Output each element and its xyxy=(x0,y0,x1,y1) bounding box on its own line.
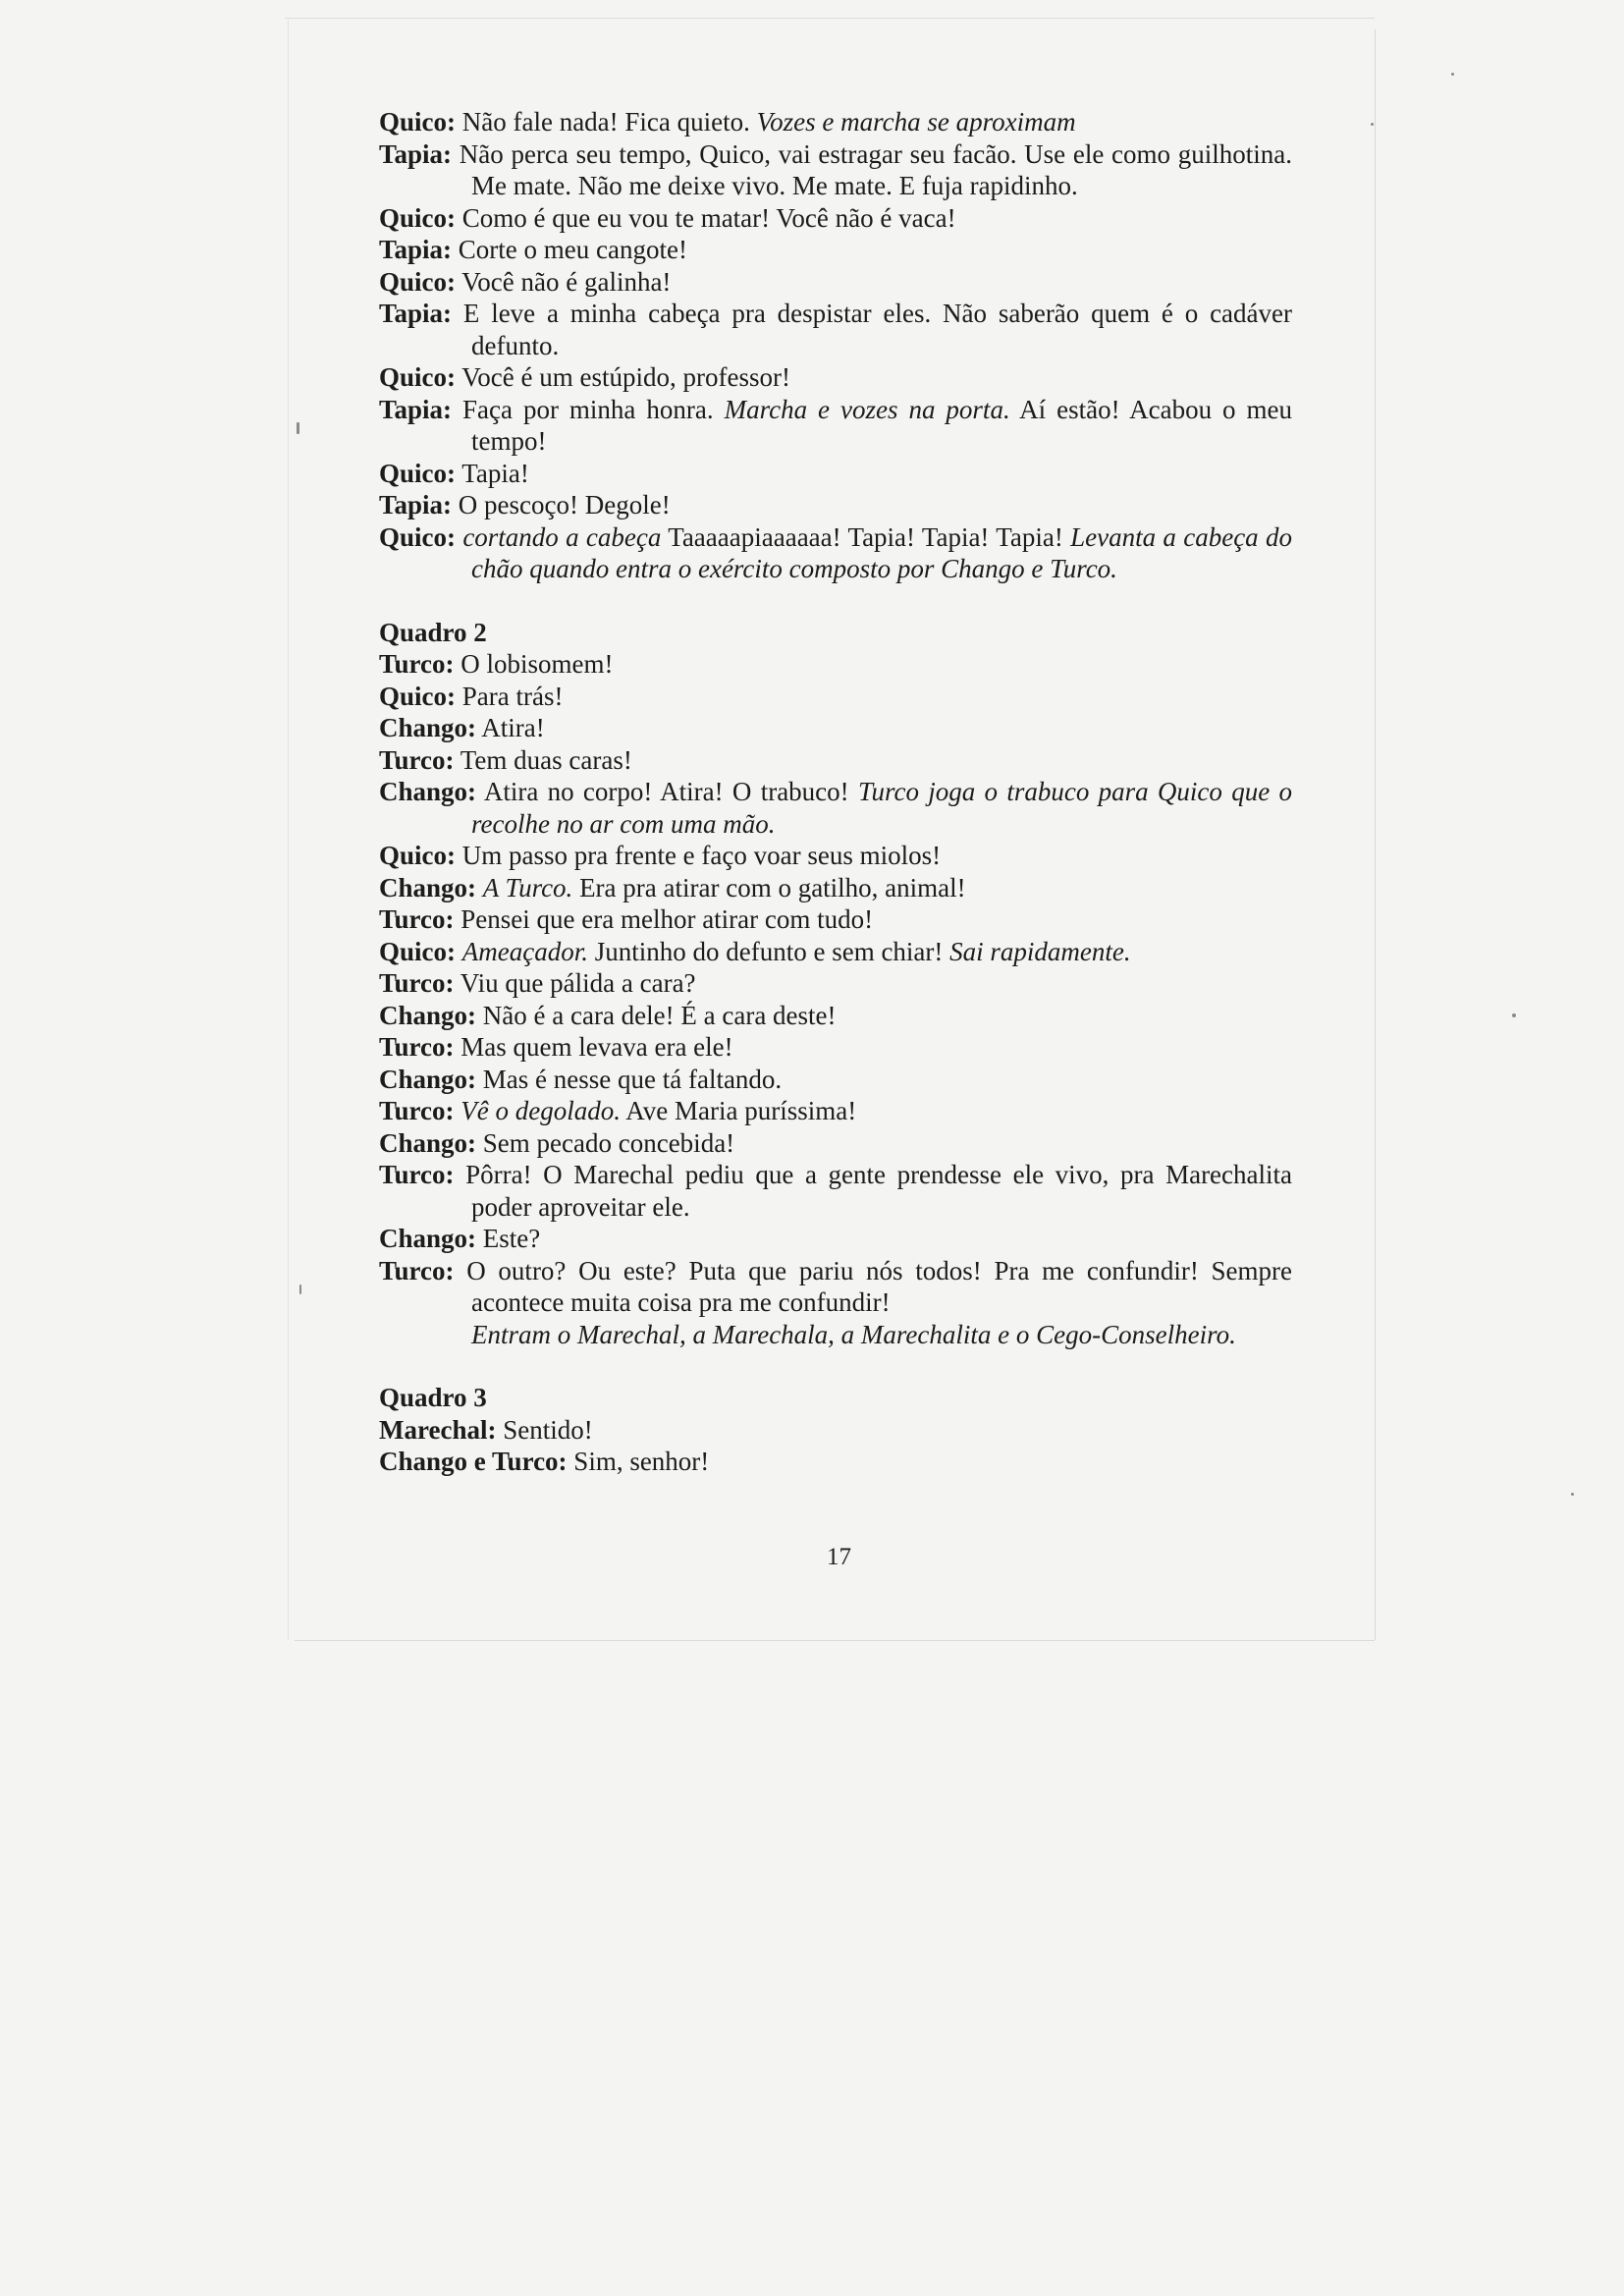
dialogue-line xyxy=(379,489,1292,521)
dialogue-line xyxy=(379,394,1292,458)
scan-speck xyxy=(1571,1493,1574,1496)
speaker-name: Turco: xyxy=(379,649,455,679)
dialogue-line xyxy=(379,648,1292,681)
dialogue-text: Aí estão! Acabou o meu tempo! xyxy=(471,394,1293,456)
speaker-name: Chango: xyxy=(379,713,477,742)
speaker-name: Turco: xyxy=(379,968,455,998)
scan-speck xyxy=(1371,123,1374,126)
dialogue-text: Era pra atirar com o gatilho, animal! xyxy=(572,872,966,902)
dialogue-text: Pensei que era melhor atirar com tudo! xyxy=(454,904,874,934)
dialogue-line xyxy=(379,361,1292,394)
dialogue-line xyxy=(379,1446,1292,1478)
page-number: 17 xyxy=(827,1544,851,1570)
speaker-name: Quico: xyxy=(379,681,456,711)
speaker-name: Quico: xyxy=(379,936,456,966)
speaker-name: Quico: xyxy=(379,841,456,870)
speaker-name: Turco: xyxy=(379,1032,455,1062)
speaker-name: Turco: xyxy=(379,1096,455,1125)
quadro-2-heading: Quadro 2 xyxy=(379,617,487,647)
scan-edge-bottom xyxy=(295,1640,1375,1641)
speaker-name: Tapia: xyxy=(379,490,453,519)
dialogue-line xyxy=(379,1095,1292,1127)
play-text xyxy=(379,106,1292,1478)
speaker-name: Turco: xyxy=(379,1160,455,1189)
speaker-name: Tapia: xyxy=(379,235,453,264)
speaker-name: Quico: xyxy=(379,107,456,137)
stage-direction: Entram o Marechal, a Marechala, a Marechalita e o Cego-Conselheiro. xyxy=(471,1319,1236,1349)
dialogue-line xyxy=(379,967,1292,1000)
speaker-name: Chango: xyxy=(379,872,477,902)
scene-1-dialogue xyxy=(379,106,1292,585)
dialogue-text: Tapia! xyxy=(456,458,529,488)
dialogue-text: Não é a cara dele! É a cara deste! xyxy=(476,1000,837,1030)
dialogue-text: O pescoço! Degole! xyxy=(452,490,671,519)
dialogue-text: E leve a minha cabeça pra despistar eles. Não saberão quem é o cadáver defunto. xyxy=(452,299,1292,360)
dialogue-text: Sim, senhor! xyxy=(567,1447,710,1476)
stage-direction: A Turco. xyxy=(482,872,573,902)
dialogue-text: Viu que pálida a cara? xyxy=(454,968,696,998)
dialogue-line xyxy=(379,681,1292,713)
dialogue-text: Mas quem levava era ele! xyxy=(454,1032,733,1062)
dialogue-line xyxy=(379,840,1292,872)
stage-direction: Ameaçador. xyxy=(461,936,588,966)
dialogue-line xyxy=(379,1000,1292,1032)
speaker-name: Chango: xyxy=(379,1064,477,1094)
speaker-name: Quico: xyxy=(379,521,456,552)
dialogue-text: Juntinho do defunto e sem chiar! xyxy=(587,936,950,966)
dialogue-text: Tem duas caras! xyxy=(454,744,632,775)
dialogue-line xyxy=(379,266,1292,299)
dialogue-text xyxy=(476,873,483,902)
speaker-name: Turco: xyxy=(379,744,455,775)
dialogue-text: Não fale nada! Fica quieto. xyxy=(456,107,757,137)
speaker-name: Tapia: xyxy=(379,394,453,424)
scan-edge-top xyxy=(285,18,1375,19)
scan-edge-right xyxy=(1375,29,1376,1640)
dialogue-line xyxy=(379,1255,1292,1319)
speaker-name: Tapia: xyxy=(379,138,453,169)
dialogue-line xyxy=(379,234,1292,266)
stage-direction: Turco joga o trabuco para Quico que o recolhe no ar com uma mão. xyxy=(471,777,1292,839)
scan-speck xyxy=(299,1285,301,1294)
spacer xyxy=(379,1350,1292,1382)
speaker-name: Chango: xyxy=(379,1000,477,1030)
dialogue-text: Sentido! xyxy=(496,1414,593,1445)
dialogue-line xyxy=(379,712,1292,744)
dialogue-text: Atira no corpo! Atira! O trabuco! xyxy=(476,777,858,806)
dialogue-text: Você não é galinha! xyxy=(456,266,672,297)
dialogue-line xyxy=(379,521,1292,585)
speaker-name: Chango: xyxy=(379,1224,477,1253)
dialogue-text xyxy=(456,937,462,966)
dialogue-line xyxy=(379,138,1292,202)
dialogue-line xyxy=(379,872,1292,904)
speaker-name: Turco: xyxy=(379,1255,455,1285)
stage-direction: Marcha e vozes na porta. xyxy=(724,394,1010,424)
dialogue-text: O lobisomem! xyxy=(454,649,614,679)
stage-direction: Levanta a cabeça do chão quando entra o exército composto por Chango e Turco. xyxy=(471,521,1292,583)
dialogue-line xyxy=(379,1127,1292,1160)
dialogue-line xyxy=(379,1064,1292,1096)
speaker-name: Quico: xyxy=(379,362,456,392)
dialogue-line xyxy=(379,1159,1292,1223)
dialogue-text: Sem pecado concebida! xyxy=(476,1127,735,1158)
dialogue-line xyxy=(379,1223,1292,1255)
stage-direction: Vozes e marcha se aproximam xyxy=(756,107,1076,137)
dialogue-text: O outro? Ou este? Puta que pariu nós todos! Pra me confundir! Sempre acontece muita coisa pra me confundir! xyxy=(454,1255,1292,1317)
dialogue-text: Mas é nesse que tá faltando. xyxy=(476,1064,783,1094)
speaker-name: Marechal: xyxy=(379,1414,497,1445)
dialogue-text: Pôrra! O Marechal pediu que a gente prendesse ele vivo, pra Marechalita poder aproveitar ele. xyxy=(454,1160,1292,1222)
speaker-name: Quico: xyxy=(379,202,456,233)
speaker-name: Quico: xyxy=(379,458,456,488)
quadro-2-dialogue xyxy=(379,648,1292,1319)
dialogue-text: Um passo pra frente e faço voar seus miolos! xyxy=(456,841,942,870)
dialogue-line xyxy=(379,1414,1292,1447)
dialogue-line xyxy=(379,106,1292,138)
dialogue-text: Este? xyxy=(476,1224,541,1253)
quadro-3-heading: Quadro 3 xyxy=(379,1383,487,1412)
scan-speck xyxy=(1512,1013,1516,1017)
dialogue-text: Ave Maria puríssima! xyxy=(621,1096,857,1125)
dialogue-line xyxy=(379,936,1292,968)
speaker-name: Tapia: xyxy=(379,299,453,328)
speaker-name: Chango e Turco: xyxy=(379,1447,568,1476)
dialogue-line xyxy=(379,1031,1292,1064)
dialogue-line xyxy=(379,202,1292,235)
speaker-name: Quico: xyxy=(379,266,456,297)
dialogue-text: Taaaaapiaaaaaa! Tapia! Tapia! Tapia! xyxy=(661,521,1071,552)
dialogue-text: Você é um estúpido, professor! xyxy=(456,362,790,392)
speaker-name: Chango: xyxy=(379,777,477,806)
spacer xyxy=(379,585,1292,617)
scan-speck xyxy=(297,422,299,434)
speaker-name: Turco: xyxy=(379,904,455,934)
dialogue-text: Não perca seu tempo, Quico, vai estragar seu facão. Use ele como guilhotina. Me mate. Não me deixe vivo. Me mate. E fuja rapidinho. xyxy=(452,138,1292,200)
dialogue-line xyxy=(379,298,1292,361)
dialogue-line xyxy=(379,744,1292,777)
scan-edge-left xyxy=(288,20,289,1640)
dialogue-text: Faça por minha honra. xyxy=(452,394,725,424)
quadro-3-dialogue xyxy=(379,1414,1292,1478)
stage-direction: Sai rapidamente. xyxy=(949,936,1131,966)
scan-speck xyxy=(1451,73,1454,76)
speaker-name: Chango: xyxy=(379,1127,477,1158)
stage-direction: Vê o degolado. xyxy=(460,1096,621,1125)
dialogue-text: Para trás! xyxy=(456,681,564,711)
dialogue-line xyxy=(379,903,1292,936)
dialogue-line xyxy=(379,776,1292,840)
stage-direction: cortando a cabeça xyxy=(462,521,662,552)
dialogue-line xyxy=(379,458,1292,490)
dialogue-text: Como é que eu vou te matar! Você não é vaca! xyxy=(456,202,956,233)
dialogue-text: Atira! xyxy=(476,713,545,742)
dialogue-text: Corte o meu cangote! xyxy=(452,235,687,264)
